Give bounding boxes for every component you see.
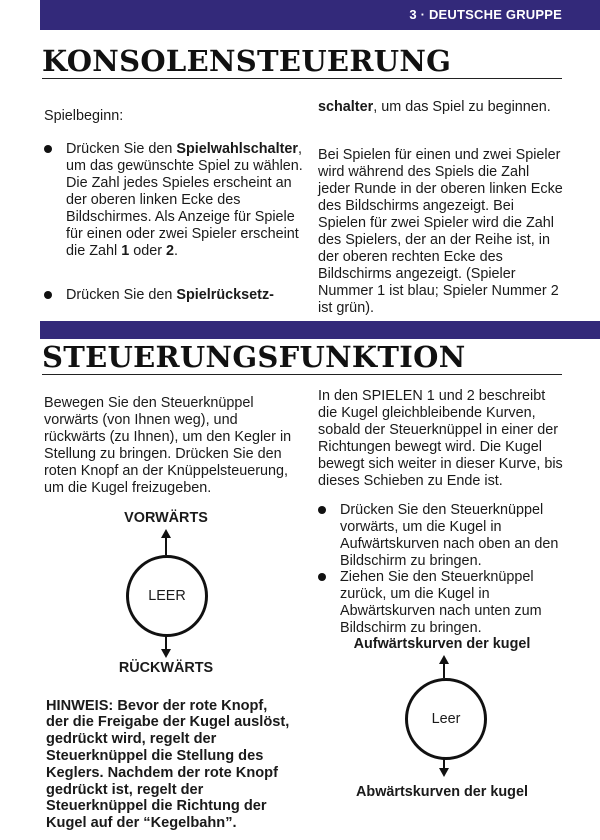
- bullet-text-end: , um das Spiel zu beginnen.: [373, 99, 551, 115]
- bullet-text-pre: Drücken Sie den: [66, 287, 177, 303]
- section-divider-band: [40, 321, 600, 339]
- left-paragraph: Bewegen Sie den Steuerknüppel vorwärts (von Ihnen weg), und rückwärts (zu Ihnen), um den Kegler in Stellung zu bringen. Drücken Sie den roten Knopf an der Knüppelsteuerung, um die Kugel freizugeben.: [44, 395, 292, 496]
- bullet-text-strong: Spielrücksetz-: [176, 287, 274, 303]
- header-bar: [40, 0, 600, 30]
- label-down-curves: Abwärtskurven der kugel: [356, 784, 528, 800]
- arrow-down-icon: [161, 649, 171, 658]
- number-two: 2: [166, 243, 175, 259]
- player-paragraph: Bei Spielen für einen und zwei Spieler wird während des Spiels die Zahl jeder Runde in der oberen linken Ecke des Bildschirms angezeigt. Bei Spielen für zwei Spieler wird die Zahl des Spielers, der an der Reihe ist, in der oberen rechten Ecke des Bildschirms angezeigt. (Spieler Nummer 1 ist blau; Spieler Nummer 2 ist grün).: [318, 147, 563, 316]
- title-underline: [42, 374, 562, 375]
- list-item: [44, 141, 306, 260]
- bullet-text-body: , um das gewünschte Spiel zu wählen. Die Zahl jedes Spieles erscheint an der oberen linken Ecke des Bildschirmes. Als Anzeige für Spiele für einen oder zwei Spieler erscheint die Zahl: [66, 141, 303, 259]
- bullet-text-pre: Drücken Sie den: [66, 141, 177, 157]
- list-item: [318, 569, 576, 637]
- bullet-icon: [318, 573, 326, 581]
- bullet-text-end: .: [174, 243, 179, 259]
- number-one: 1: [121, 243, 130, 259]
- label-backward: RÜCKWÄRTS: [118, 660, 214, 676]
- circle-label: LEER: [148, 588, 186, 604]
- section-title-konsolensteuerung: KONSOLENSTEUERUNG: [42, 44, 452, 78]
- bullet-icon: [44, 145, 52, 153]
- intro-text: Spielbeginn:: [44, 108, 124, 124]
- arrow-shaft: [165, 634, 167, 650]
- title-underline: [42, 78, 562, 79]
- header-label: 3 · DEUTSCHE GRUPPE: [409, 7, 562, 22]
- circle-label: Leer: [431, 711, 461, 727]
- bullet-text-strong: Spielwahlschalter: [176, 141, 298, 157]
- section-title-steuerungsfunktion: STEUERUNGSFUNKTION: [42, 340, 466, 374]
- list-item: [44, 287, 316, 304]
- bullet-icon: [318, 506, 326, 514]
- label-up-curves: Aufwärtskurven der kugel: [353, 636, 531, 652]
- right-paragraph: In den SPIELEN 1 und 2 beschreibt die Kugel gleichbleibende Kurven, sobald der Steuerknüppel in einer der Richtungen bewegt wird. Die Kugel bewegt sich weiter in dieser Kurve, bis dieses Schieben zu Ende ist.: [318, 388, 563, 489]
- arrow-shaft: [443, 663, 445, 678]
- bullet-text: Drücken Sie den Steuerknüppel vorwärts, um die Kugel in Aufwärtskurven nach oben an den Bildschirm zu bringen.: [340, 502, 559, 569]
- bullet-text-mid: oder: [129, 243, 167, 259]
- bullet-icon: [44, 291, 52, 299]
- bullet-text: Ziehen Sie den Steuerknüppel zurück, um die Kugel in Abwärtskurven nach unten zum Bildschirm zu bringen.: [340, 569, 542, 636]
- arrow-shaft: [165, 537, 167, 555]
- neutral-circle: [405, 678, 487, 760]
- hinweis-note: HINWEIS: Bevor der rote Knopf, der die Freigabe der Kugel auslöst, gedrückt wird, regelt der Steuerknüppel die Stellung des Keglers. Nachdem der rote Knopf gedrückt ist, regelt der Steuerknüppel die Richtung der Kugel auf der “Kegelbahn”.: [46, 697, 290, 832]
- bullet-continuation: [318, 99, 562, 116]
- neutral-circle: [126, 555, 208, 637]
- label-forward: VORWÄRTS: [124, 510, 208, 526]
- bullet-text-strong: schalter: [318, 99, 374, 115]
- list-item: [318, 502, 576, 570]
- arrow-down-icon: [439, 768, 449, 777]
